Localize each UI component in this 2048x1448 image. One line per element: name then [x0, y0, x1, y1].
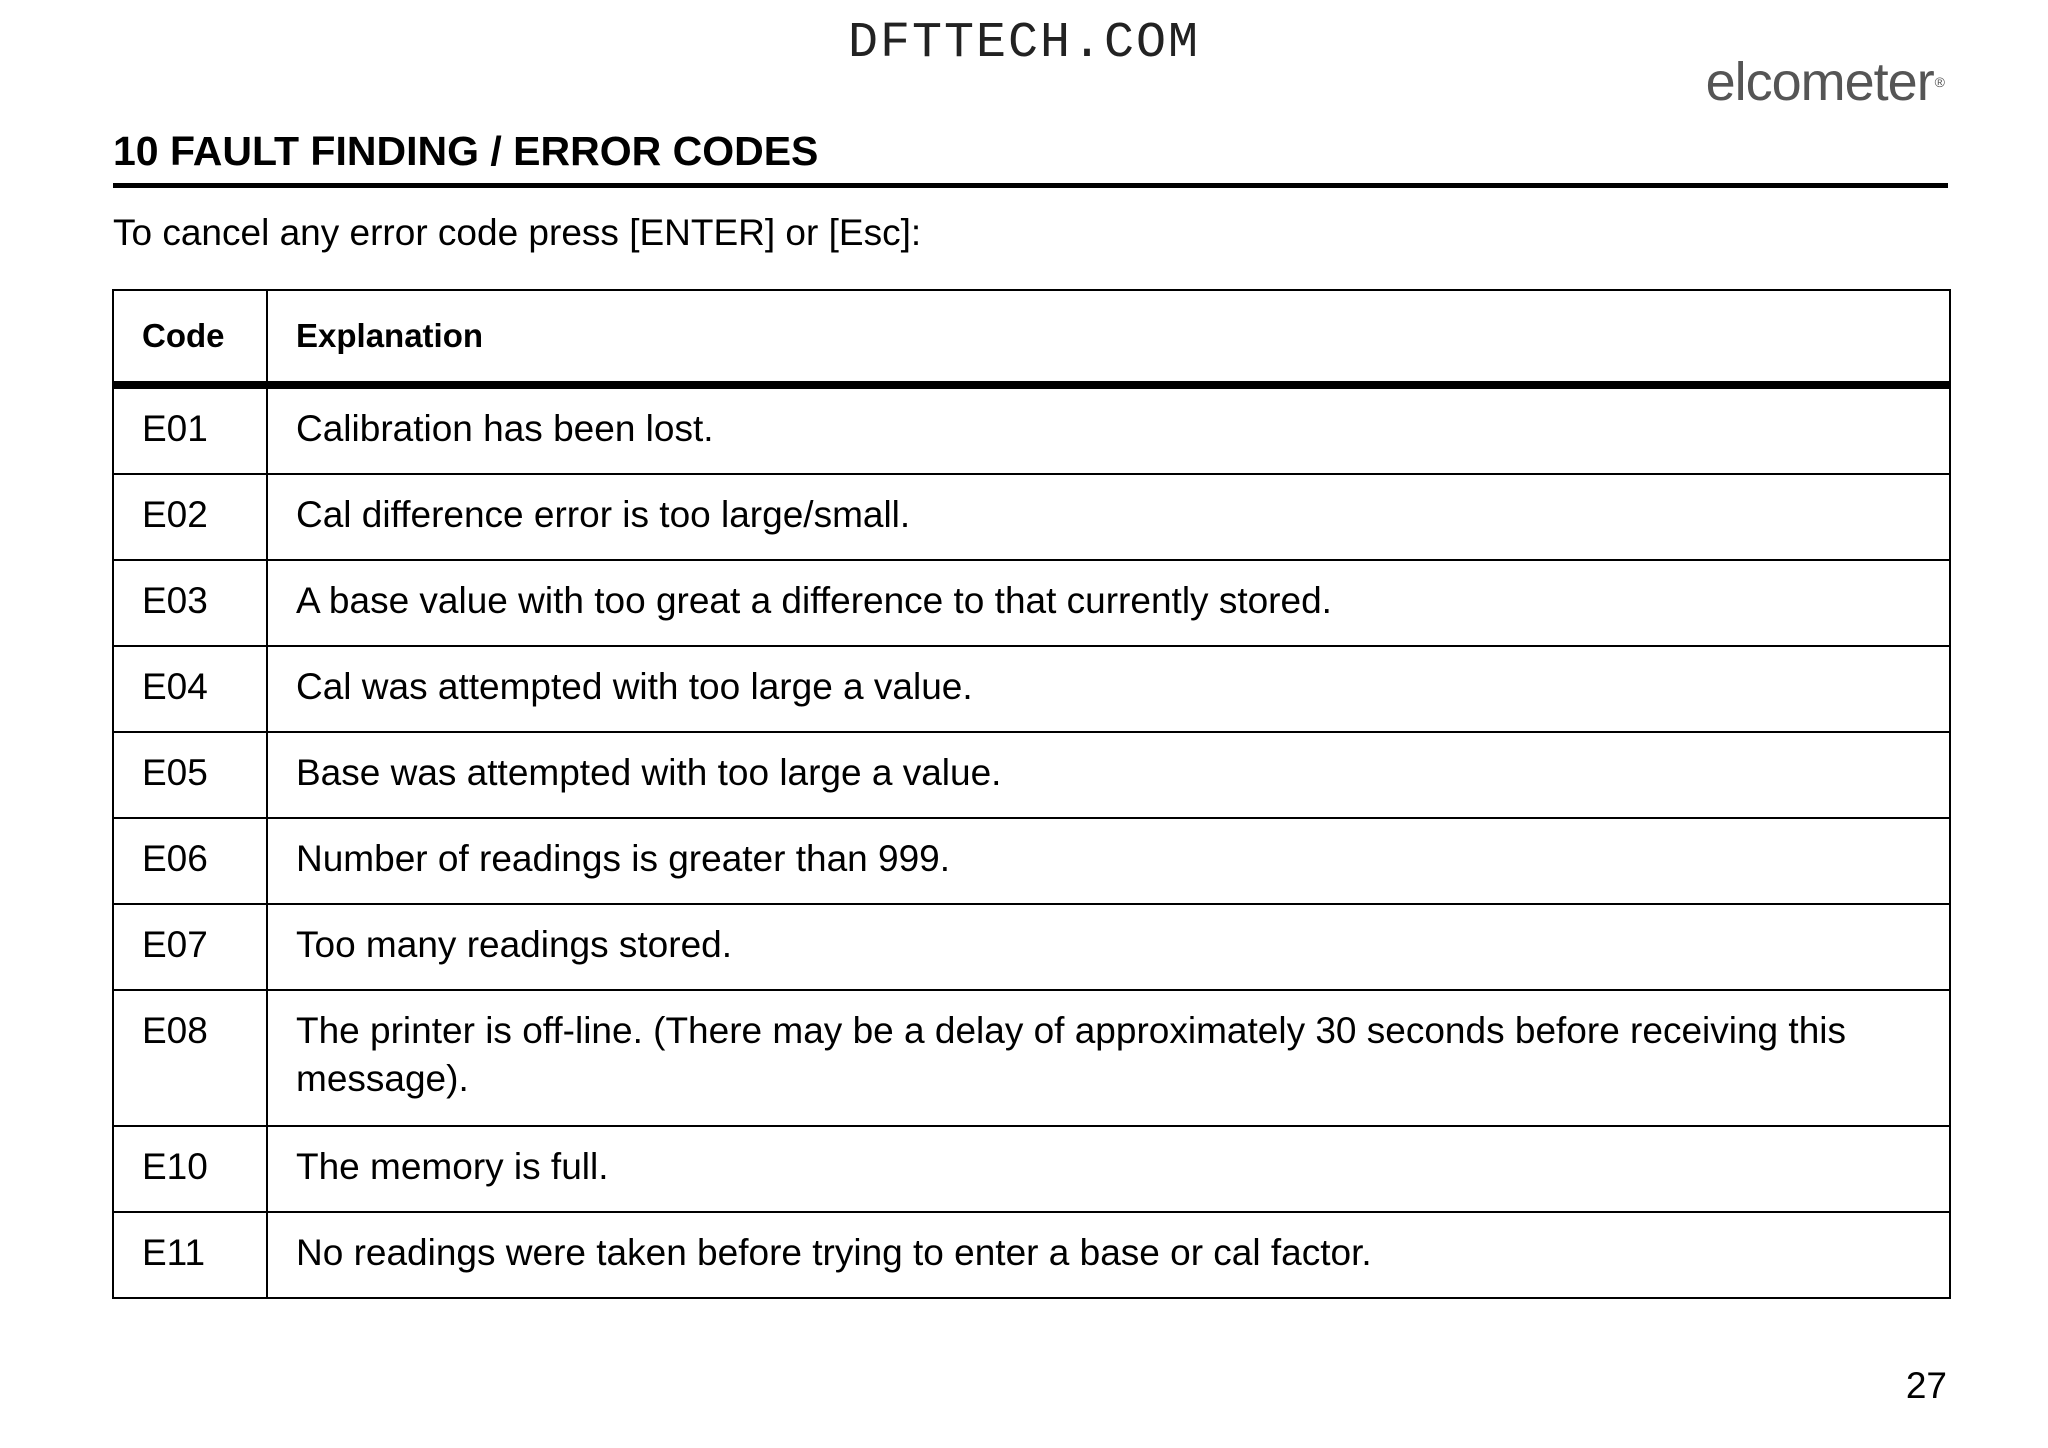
table-row: [113, 385, 1950, 474]
elcometer-logo: [1706, 50, 1944, 114]
page-number: 27: [1905, 1365, 1947, 1406]
watermark-text: DFTTECH.COM: [847, 15, 1201, 72]
explanation-cell: Cal was attempted with too large a value.: [267, 646, 1950, 732]
explanation-cell: The memory is full.: [267, 1126, 1950, 1212]
explanation-cell: Calibration has been lost.: [267, 385, 1950, 474]
explanation-cell: No readings were taken before trying to enter a base or cal factor.: [267, 1212, 1950, 1298]
error-code-cell: E07: [113, 904, 267, 990]
explanation-cell: Number of readings is greater than 999.: [267, 818, 1950, 904]
error-code-cell: E06: [113, 818, 267, 904]
table-row: [113, 474, 1950, 560]
table-row: [113, 560, 1950, 646]
logo-text: elcometer: [1705, 52, 1934, 112]
error-code-cell: E11: [113, 1212, 267, 1298]
header-code: Code: [113, 290, 267, 385]
error-code-cell: E04: [113, 646, 267, 732]
error-code-cell: E03: [113, 560, 267, 646]
explanation-cell: Base was attempted with too large a value.: [267, 732, 1950, 818]
explanation-cell: A base value with too great a difference to that currently stored.: [267, 560, 1950, 646]
table-row: [113, 646, 1950, 732]
intro-text: To cancel any error code press [ENTER] or [Esc]:: [113, 212, 922, 253]
explanation-cell: Too many readings stored.: [267, 904, 1950, 990]
table-row: [113, 1212, 1950, 1298]
table-row: [113, 1126, 1950, 1212]
title-underline: [113, 183, 1948, 188]
table-header-row: [113, 290, 1950, 385]
error-code-cell: E08: [113, 990, 267, 1126]
error-code-cell: E02: [113, 474, 267, 560]
error-code-cell: E10: [113, 1126, 267, 1212]
registered-mark: ®: [1934, 74, 1944, 90]
table-row: [113, 990, 1950, 1126]
table-row: [113, 904, 1950, 990]
section-title: 10 FAULT FINDING / ERROR CODES: [113, 128, 819, 174]
error-code-cell: E01: [113, 385, 267, 474]
header-explanation: Explanation: [267, 290, 1950, 385]
explanation-cell: Cal difference error is too large/small.: [267, 474, 1950, 560]
error-code-cell: E05: [113, 732, 267, 818]
table-row: [113, 732, 1950, 818]
explanation-cell: The printer is off-line. (There may be a delay of approximately 30 seconds before receiving this message).: [267, 990, 1950, 1126]
error-codes-table: [112, 289, 1951, 1299]
table-row: [113, 818, 1950, 904]
